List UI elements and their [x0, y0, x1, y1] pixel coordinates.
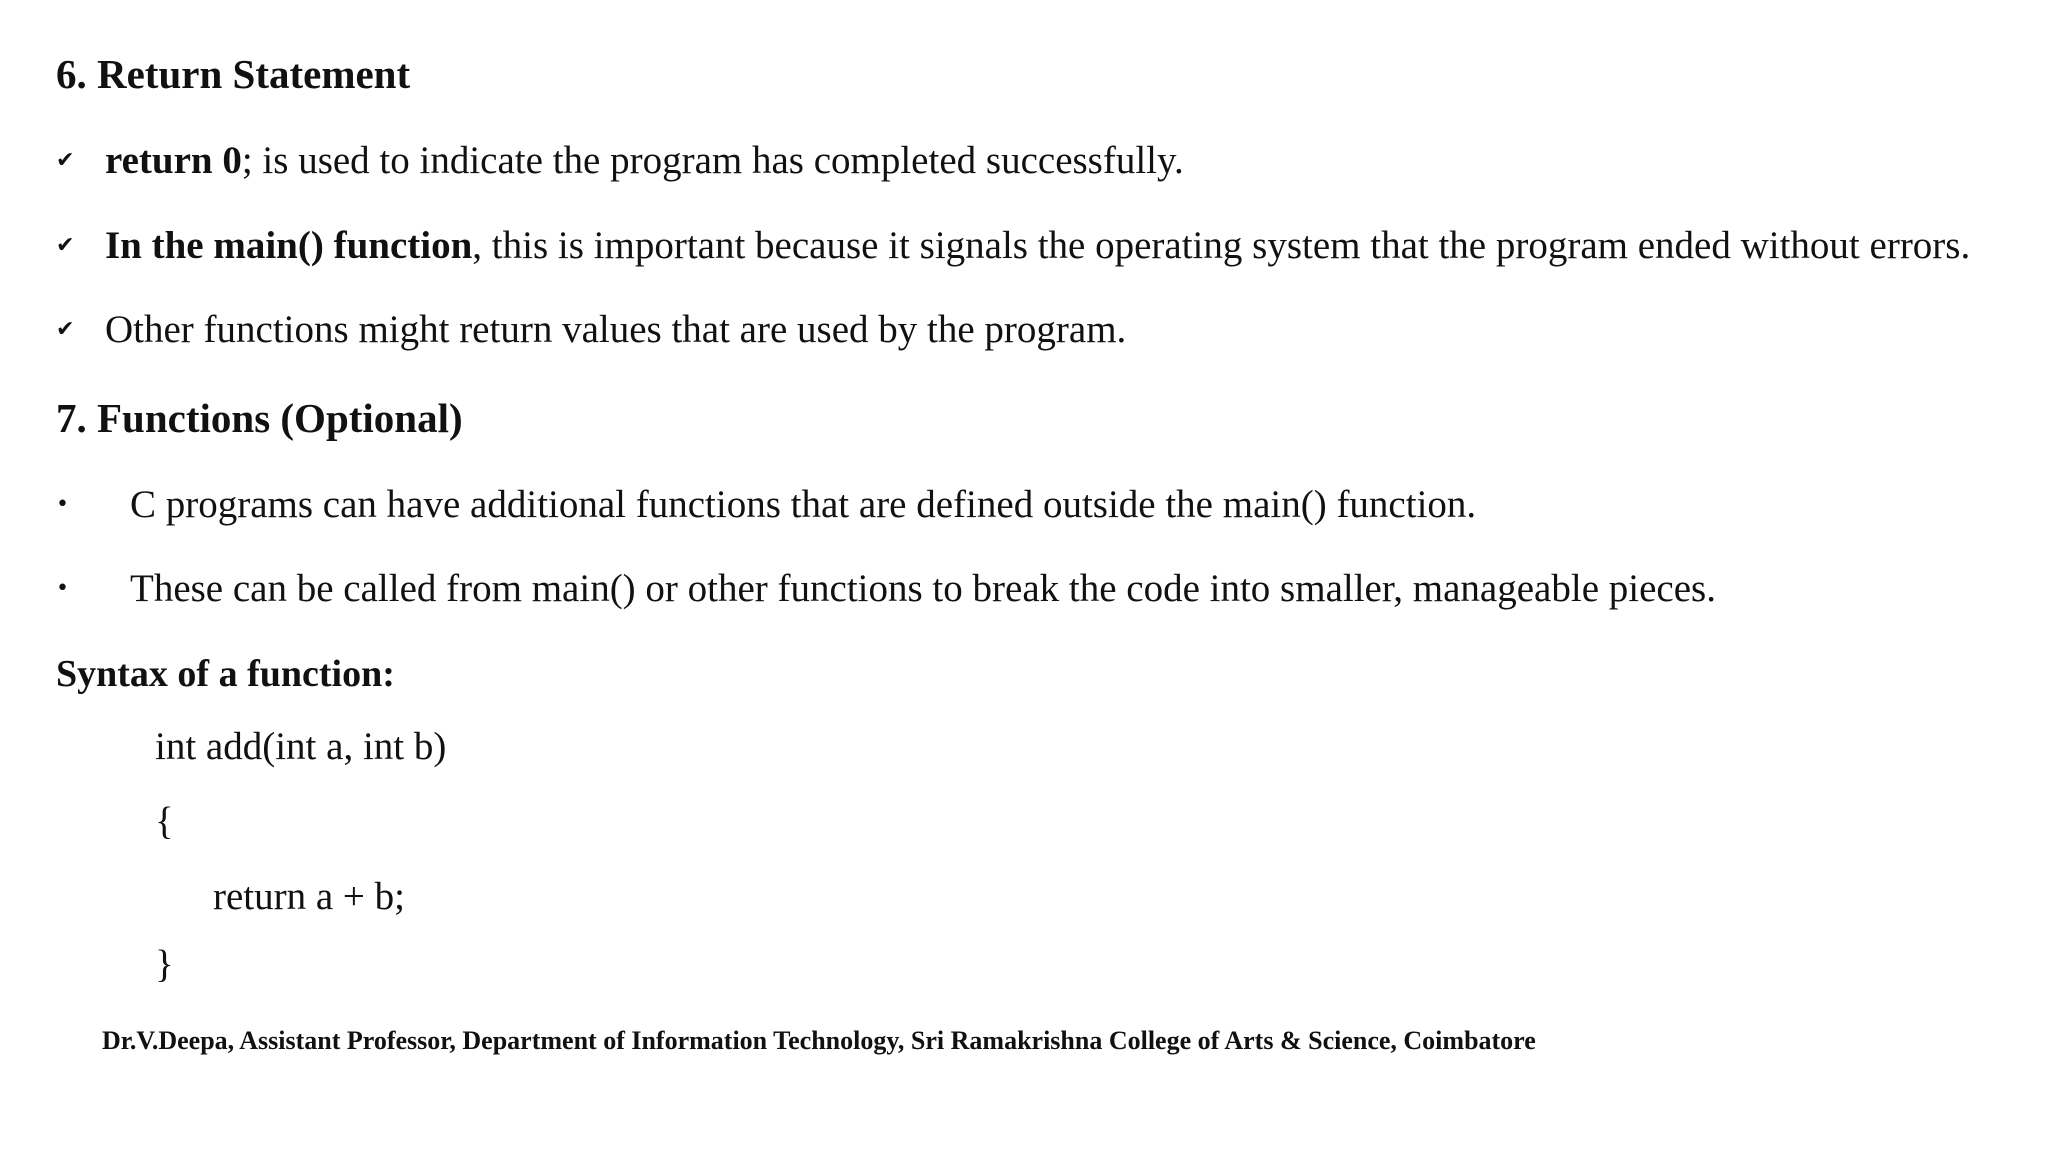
bullet-text: These can be called from main() or other functions to break the code into smaller, manageable pieces. — [130, 567, 1716, 610]
code-line-3: return a + b; — [213, 875, 406, 918]
section-7-title: 7. Functions (Optional) — [56, 395, 463, 441]
bullet-text: Other functions might return values that are used by the program. — [105, 308, 1127, 351]
code-line-1: int add(int a, int b) — [155, 725, 447, 768]
check-icon: ✔ — [56, 233, 75, 258]
bullet-text: return 0; is used to indicate the program has completed successfully. — [105, 139, 1184, 182]
bullet-text: C programs can have additional functions that are defined outside the main() function. — [130, 483, 1477, 526]
check-icon: ✔ — [56, 148, 75, 173]
code-line-4: } — [155, 943, 174, 986]
bullet-text: In the main() function, this is important because it signals the operating system that the program ended without errors. — [105, 224, 1971, 267]
dot-icon: • — [56, 492, 69, 517]
code-line-2: { — [155, 800, 174, 843]
syntax-title: Syntax of a function: — [56, 653, 395, 695]
footer-credit: Dr.V.Deepa, Assistant Professor, Department of Information Technology, Sri Ramakrishna College of Arts & Science, Coimbatore — [102, 1026, 1536, 1055]
check-icon: ✔ — [56, 317, 75, 342]
dot-icon: • — [56, 576, 69, 601]
section-6-title: 6. Return Statement — [56, 51, 411, 97]
